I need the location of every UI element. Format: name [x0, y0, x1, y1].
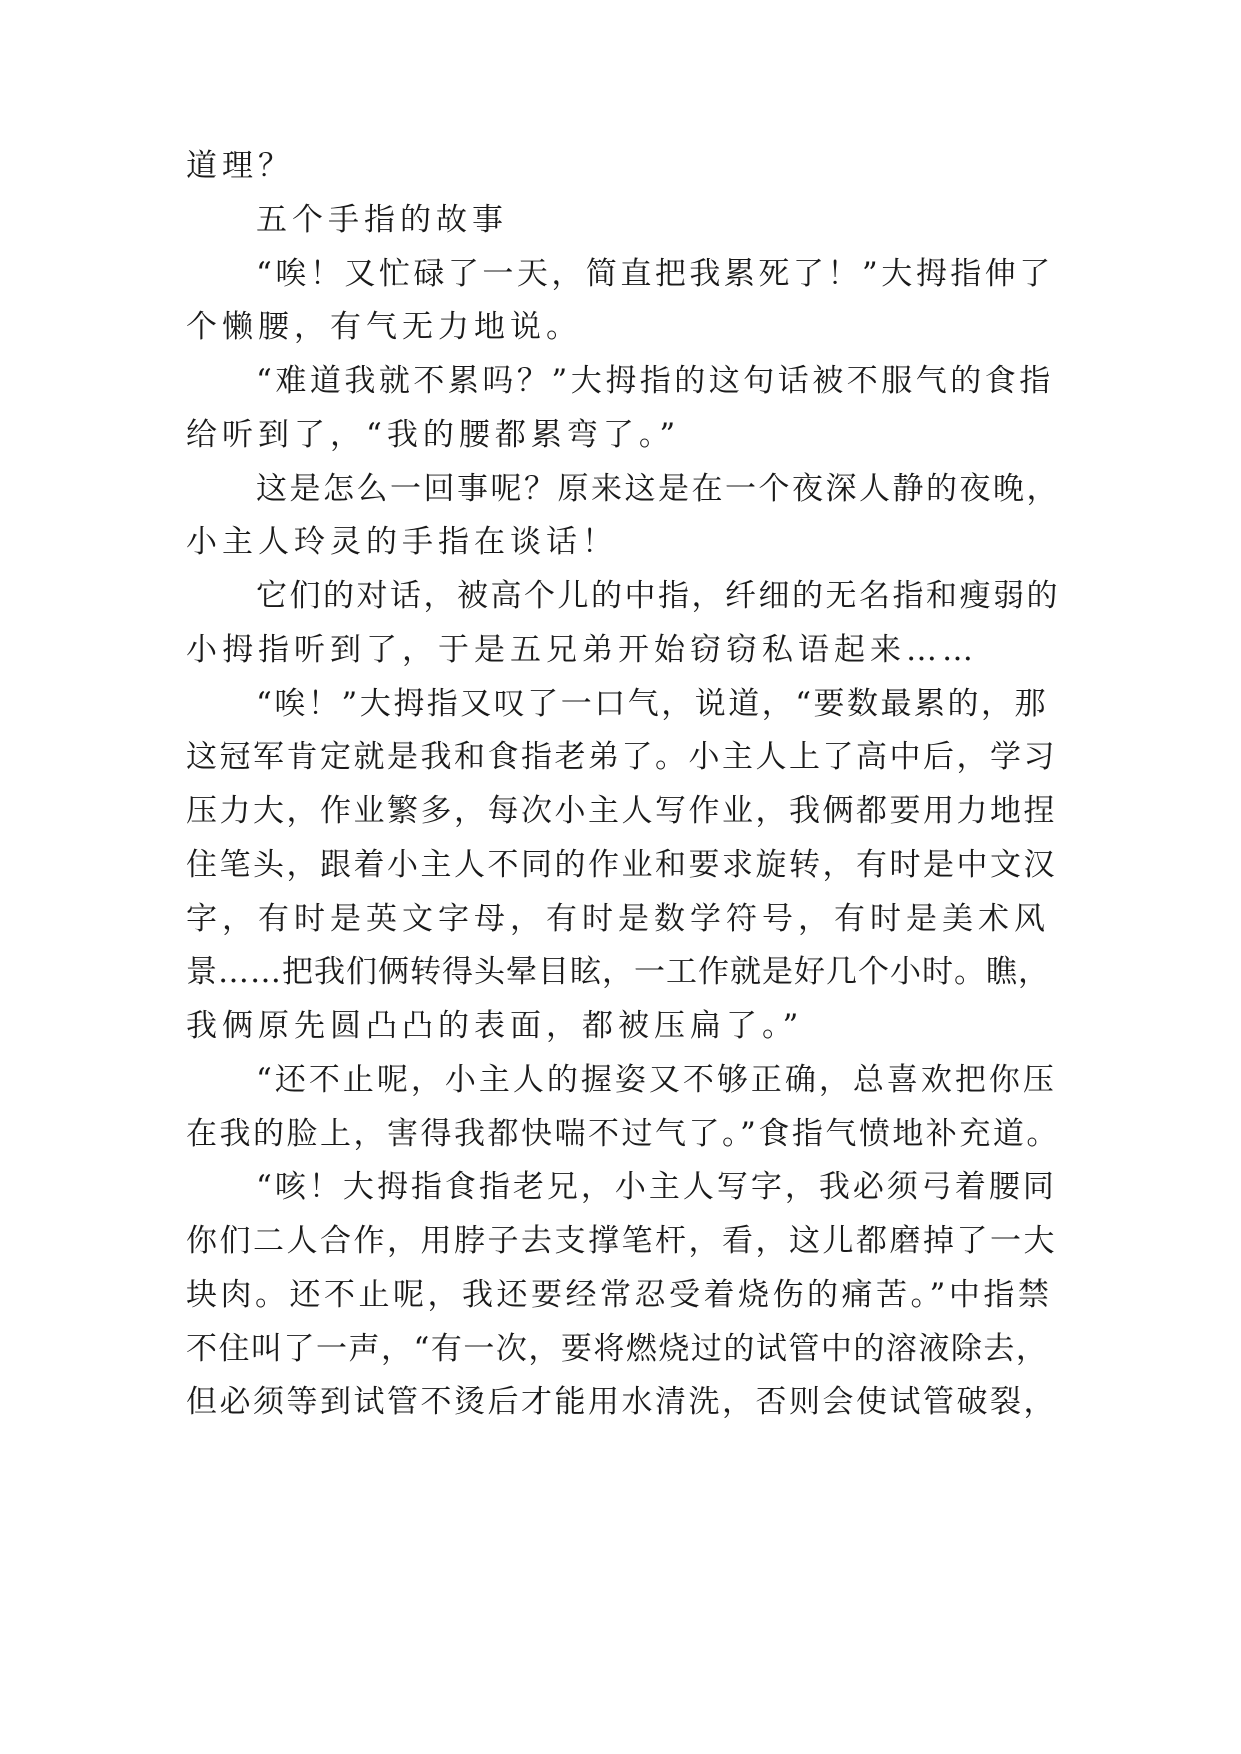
paragraph-line: 压力大，作业繁多，每次小主人写作业，我俩都要用力地捏: [186, 793, 1057, 829]
paragraph-line: 字，有时是英文字母，有时是数学符号，有时是美术风: [186, 901, 1050, 937]
paragraph-line: 这冠军肯定就是我和食指老弟了。小主人上了高中后，学习: [186, 739, 1057, 775]
paragraph-line: 它们的对话，被高个儿的中指，纤细的无名指和瘦弱的: [256, 578, 1060, 614]
paragraph-line: 块肉。还不止呢，我还要经常忍受着烧伤的痛苦。”中指禁: [186, 1277, 1053, 1313]
paragraph-line: 个懒腰，有气无力地说。: [186, 309, 582, 345]
text-line: 道理？: [186, 148, 294, 184]
paragraph-line: 在我的脸上，害得我都快喘不过气了。”食指气愤地补充道。: [186, 1116, 1060, 1152]
paragraph-line: 景……把我们俩转得头晕目眩，一工作就是好几个小时。瞧，: [186, 954, 1050, 990]
paragraph-line: “难道我就不累吗？”大拇指的这句话被不服气的食指: [256, 363, 1054, 399]
paragraph-line: “咳！大拇指食指老兄，小主人写字，我必须弓着腰同: [256, 1169, 1057, 1205]
paragraph-line: 这是怎么一回事呢？原来这是在一个夜深人静的夜晚，: [256, 471, 1060, 507]
paragraph-line: 住笔头，跟着小主人不同的作业和要求旋转，有时是中文汉: [186, 847, 1057, 883]
paragraph-line: 不住叫了一声，“有一次，要将燃烧过的试管中的溶液除去，: [186, 1331, 1049, 1367]
paragraph-line: 你们二人合作，用脖子去支撑笔杆，看，这儿都磨掉了一大: [186, 1223, 1057, 1259]
paragraph-line: “还不止呢，小主人的握姿又不够正确，总喜欢把你压: [256, 1062, 1057, 1098]
paragraph-line: 给听到了，“我的腰都累弯了。”: [186, 417, 681, 453]
paragraph-line: 但必须等到试管不烫后才能用水清洗，否则会使试管破裂，: [186, 1384, 1057, 1420]
story-title: 五个手指的故事: [256, 202, 508, 238]
paragraph-line: “唉！”大拇指又叹了一口气，说道，“要数最累的，那: [256, 686, 1049, 722]
paragraph-line: “唉！又忙碌了一天，简直把我累死了！”大拇指伸了: [256, 256, 1054, 292]
paragraph-line: 小拇指听到了，于是五兄弟开始窃窃私语起来……: [186, 632, 978, 668]
paragraph-line: 小主人玲灵的手指在谈话！: [186, 524, 618, 560]
paragraph-line: 我俩原先圆凸凸的表面，都被压扁了。”: [186, 1008, 804, 1044]
